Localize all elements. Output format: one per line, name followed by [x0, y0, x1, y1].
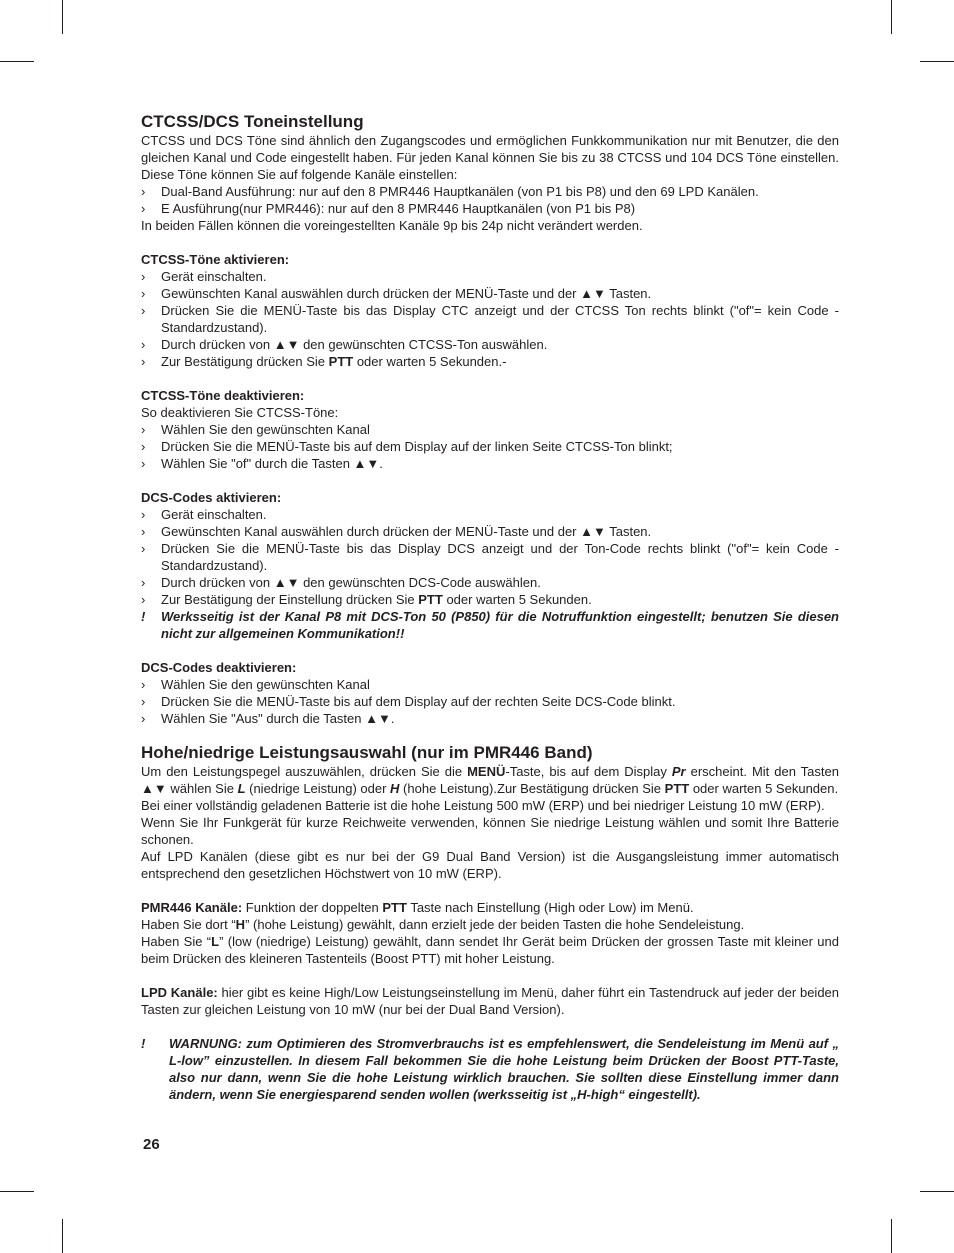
heading-dcs-deactivate: DCS-Codes deaktivieren: [141, 660, 297, 675]
crop-mark-top-right-vertical [891, 0, 892, 34]
crop-mark-bottom-right-vertical [891, 1219, 892, 1253]
list-item: › Gerät einschalten. [141, 506, 839, 523]
list-item: › Wählen Sie den gewünschten Kanal [141, 421, 839, 438]
variant-item: › E Ausführung(nur PMR446): nur auf den 8 PMR446 Hauptkanälen (von P1 bis P8) [141, 200, 839, 217]
list-item: › Gewünschten Kanal auswählen durch drücken der MENÜ-Taste und der ▲▼ Tasten. [141, 523, 839, 540]
list-item: › Drücken Sie die MENÜ-Taste bis auf dem Display auf der linken Seite CTCSS-Ton blinkt; [141, 438, 839, 455]
crop-mark-bottom-right-horizontal [920, 1191, 954, 1192]
pmr446-high-paragraph: Haben Sie dort “H” (hohe Leistung) gewählt, dann erzielt jede der beiden Tasten die hohe Sendeleistung. [141, 917, 745, 932]
battery-power-paragraph: Bei einer vollständig geladenen Batterie ist die hohe Leistung 500 mW (ERP) und bei niedriger Leistung 10 mW (ERP). [141, 798, 825, 813]
ctcss-intro: CTCSS und DCS Töne sind ähnlich den Zugangscodes und ermöglichen Funkkommunikation nur mit Benutzer, die den gleichen Kanal und Code eingestellt haben. Für jeden Kanal können Sie bis zu 38 CTCSS und 104 DCS Töne einstellen. Diese Töne können Sie auf folgende Kanäle einstellen: [141, 133, 839, 182]
variant-item: › Dual-Band Ausführung: nur auf den 8 PMR446 Hauptkanälen (von P1 bis P8) und den 69 LPD Kanälen. [141, 183, 839, 200]
channel-note: In beiden Fällen können die voreingestellten Kanäle 9p bis 24p nicht verändert werden. [141, 218, 643, 233]
pmr446-channels-paragraph: PMR446 Kanäle: Funktion der doppelten PTT Taste nach Einstellung (High oder Low) im Menü. [141, 900, 694, 915]
crop-mark-bottom-left-horizontal [0, 1191, 34, 1192]
list-item: › Wählen Sie "of" durch die Tasten ▲▼. [141, 455, 839, 472]
short-range-paragraph: Wenn Sie Ihr Funkgerät für kurze Reichweite verwenden, können Sie niedrige Leistung wählen und somit Ihre Batterie schonen. [141, 815, 839, 847]
ctcss-deactivate-lead: So deaktivieren Sie CTCSS-Töne: [141, 405, 339, 420]
warning-mark: ! [141, 1036, 146, 1051]
variant-list [141, 183, 839, 217]
list-item: › Durch drücken von ▲▼ den gewünschten CTCSS-Ton auswählen. [141, 336, 839, 353]
list-item: › Drücken Sie die MENÜ-Taste bis auf dem Display auf der rechten Seite DCS-Code blinkt. [141, 693, 839, 710]
power-warning: ! WARNUNG: zum Optimieren des Stromverbrauchs ist es empfehlenswert, die Sendeleistung im Menü auf „ L-low” einzustellen. In diesem Fall bekommen Sie die hohe Leistung beim Drücken der Boost PTT-Taste, also nur dann, wenn Sie die hohe Leistung wirklich brauchen. Sie sollten diese Einstellung immer dann ändern, wenn Sie energiesparend senden wollen (werksseitig ist „H-high“ eingestellt). [141, 1036, 839, 1102]
list-item: › Wählen Sie den gewünschten Kanal [141, 676, 839, 693]
ctcss-activate-steps [141, 268, 839, 370]
heading-ctcss-activate: CTCSS-Töne aktivieren: [141, 252, 290, 267]
crop-mark-bottom-left-vertical [62, 1219, 63, 1253]
dcs-activate-steps [141, 506, 839, 642]
list-item: › Zur Bestätigung drücken Sie PTT oder warten 5 Sekunden.- [141, 353, 839, 370]
dcs-deactivate-steps [141, 676, 839, 727]
list-item: › Drücken Sie die MENÜ-Taste bis das Display CTC anzeigt und der CTCSS Ton rechts blinkt ("of"= kein Code - Standardzustand). [141, 302, 839, 336]
page-content [141, 112, 839, 1103]
crop-mark-top-left-vertical [62, 0, 63, 34]
lpd-channels-paragraph: LPD Kanäle: hier gibt es keine High/Low Leistungseinstellung im Menü, daher führt ein Tastendruck auf jeder der beiden Tasten zur gleichen Leistung von 10 mW (nur bei der Dual Band Version). [141, 985, 840, 1017]
page-number: 26 [143, 1136, 160, 1153]
ctcss-deactivate-steps [141, 421, 839, 472]
list-item: › Gewünschten Kanal auswählen durch drücken der MENÜ-Taste und der ▲▼ Tasten. [141, 285, 839, 302]
crop-mark-top-right-horizontal [920, 61, 954, 62]
emergency-channel-warning: ! Werksseitig ist der Kanal P8 mit DCS-Ton 50 (P850) für die Notruffunktion eingestellt; benutzen Sie diesen nicht zur allgemeinen Kommunikation!! [141, 608, 839, 642]
list-item: › Durch drücken von ▲▼ den gewünschten DCS-Code auswählen. [141, 574, 839, 591]
list-item: › Wählen Sie "Aus" durch die Tasten ▲▼. [141, 710, 839, 727]
section-title-power: Hohe/niedrige Leistungsauswahl (nur im PMR446 Band) [141, 743, 593, 762]
pmr446-low-paragraph: Haben Sie “L” (low (niedrige) Leistung) gewählt, dann sendet Ihr Gerät beim Drücken der grossen Taste mit kleiner und beim Drücken des kleineren Tastenteils (Boost PTT) mit hoher Leistung. [141, 934, 839, 966]
section-title-ctcss-dcs: CTCSS/DCS Toneinstellung [141, 112, 364, 131]
lpd-output-paragraph: Auf LPD Kanälen (diese gibt es nur bei der G9 Dual Band Version) ist die Ausgangsleistung immer automatisch entsprechend den gesetzlichen Höchstwert von 10 mW (ERP). [141, 849, 839, 881]
list-item: › Zur Bestätigung der Einstellung drücken Sie PTT oder warten 5 Sekunden. [141, 591, 839, 608]
list-item: › Drücken Sie die MENÜ-Taste bis das Display DCS anzeigt und der Ton-Code rechts blinkt ("of"= kein Code - Standardzustand). [141, 540, 839, 574]
crop-mark-top-left-horizontal [0, 61, 34, 62]
list-item: › Gerät einschalten. [141, 268, 839, 285]
heading-dcs-activate: DCS-Codes aktivieren: [141, 490, 282, 505]
heading-ctcss-deactivate: CTCSS-Töne deaktivieren: [141, 388, 305, 403]
power-select-paragraph: Um den Leistungspegel auszuwählen, drücken Sie die MENÜ-Taste, bis auf dem Display Pr erscheint. Mit den Tasten ▲▼ wählen Sie L (niedrige Leistung) oder H (hohe Leistung).Zur Bestätigung drücken Sie PTT oder warten 5 Sekunden. [141, 764, 839, 796]
